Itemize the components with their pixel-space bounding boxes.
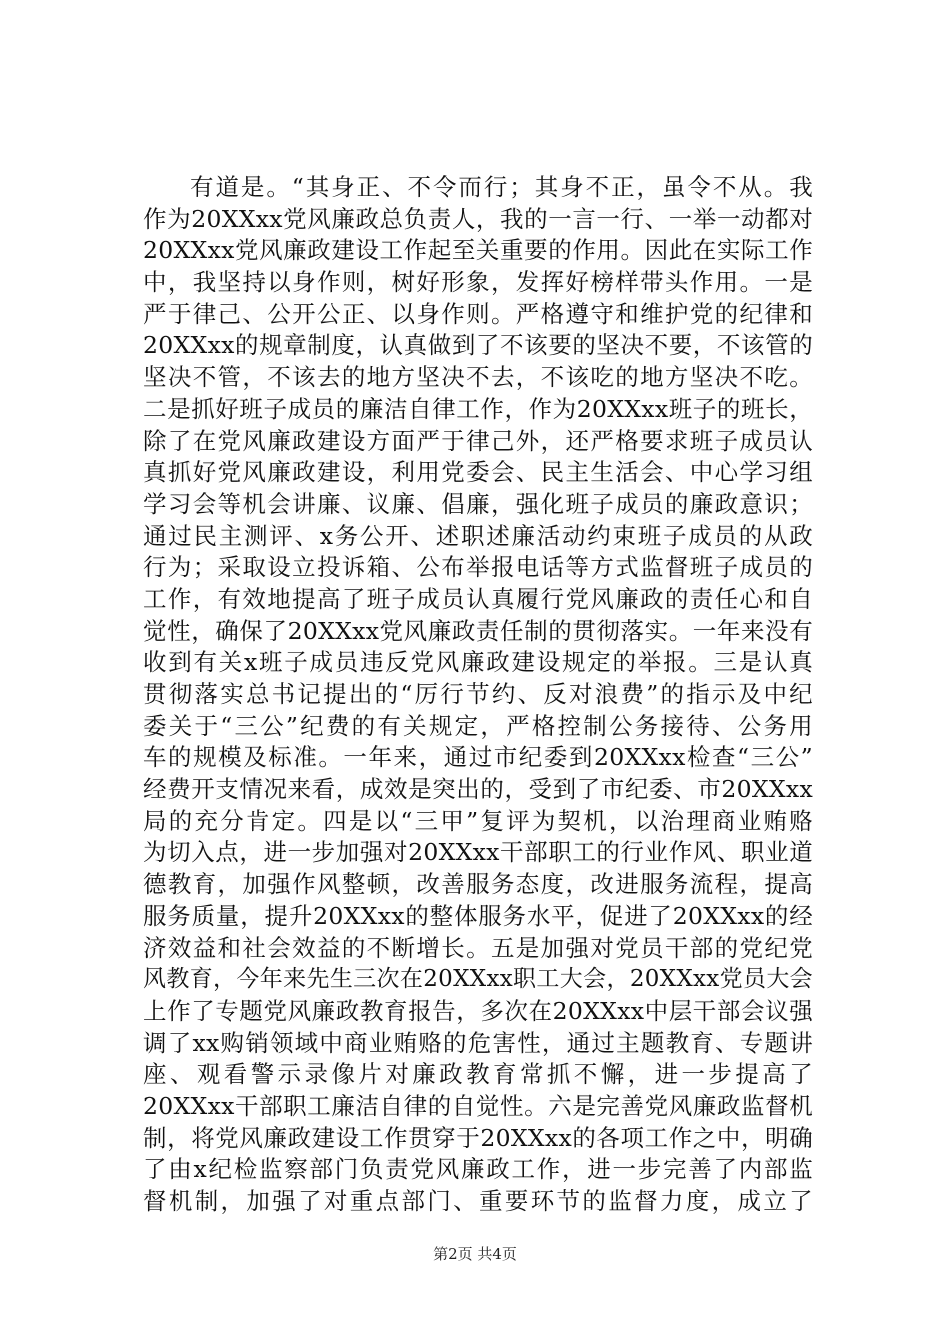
text-line: 工作，有效地提高了班子成员认真履行党风廉政的责任心和自 <box>143 584 813 613</box>
text-line: 觉性，确保了20XXxx党风廉政责任制的贯彻落实。一年来没有 <box>143 616 813 645</box>
text-line: 委关于“三公”纪费的有关规定，严格控制公务接待、公务用 <box>143 711 813 740</box>
text-line: 20XXxx的规章制度，认真做到了不该要的坚决不要，不该管的 <box>143 331 813 360</box>
text-line: 有道是。“其身正、不令而行；其身不正，虽令不从。我 <box>190 173 813 201</box>
text-line: 除了在党风廉政建设方面严于律己外，还严格要求班子成员认 <box>143 426 813 455</box>
text-line: 通过民主测评、x务公开、述职述廉活动约束班子成员的从政 <box>143 521 813 550</box>
text-line: 座、观看警示录像片对廉政教育常抓不懈，进一步提高了 <box>143 1060 813 1089</box>
text-line: 车的规模及标准。一年来，通过市纪委到20XXxx检查“三公” <box>143 743 813 772</box>
text-line: 行为；采取设立投诉箱、公布举报电话等方式监督班子成员的 <box>143 553 813 582</box>
page-footer: 第2页 共4页 <box>433 1245 517 1263</box>
text-line: 经费开支情况来看，成效是突出的，受到了市纪委、市20XXxx <box>143 775 813 804</box>
text-line: 坚决不管，不该去的地方坚决不去，不该吃的地方坚决不吃。 <box>143 363 813 392</box>
text-line: 督机制，加强了对重点部门、重要环节的监督力度，成立了 <box>143 1187 813 1215</box>
text-line: 真抓好党风廉政建设，利用党委会、民主生活会、中心学习组 <box>143 458 813 487</box>
text-line: 服务质量，提升20XXxx的整体服务水平，促进了20XXxx的经 <box>143 901 813 930</box>
text-line: 贯彻落实总书记提出的“厉行节约、反对浪费”的指示及中纪 <box>143 680 813 708</box>
text-line: 中，我坚持以身作则，树好形象，发挥好榜样带头作用。一是 <box>143 268 813 297</box>
text-line: 济效益和社会效益的不断增长。五是加强对党员干部的党纪党 <box>143 933 813 962</box>
text-line: 作为20XXxx党风廉政总负责人，我的一言一行、一举一动都对 <box>143 204 813 233</box>
text-line: 严于律己、公开公正、以身作则。严格遵守和维护党的纪律和 <box>143 299 813 328</box>
text-line: 学习会等机会讲廉、议廉、倡廉，强化班子成员的廉政意识； <box>143 489 813 518</box>
text-line: 风教育，今年来先生三次在20XXxx职工大会，20XXxx党员大会 <box>143 966 813 993</box>
text-line: 德教育，加强作风整顿，改善服务态度，改进服务流程，提高 <box>143 870 813 899</box>
text-line: 收到有关x班子成员违反党风廉政建设规定的举报。三是认真 <box>143 648 813 677</box>
text-line: 二是抓好班子成员的廉洁自律工作，作为20XXxx班子的班长， <box>143 394 813 423</box>
text-line: 制，将党风廉政建设工作贯穿于20XXxx的各项工作之中，明确 <box>143 1123 813 1152</box>
text-line: 局的充分肯定。四是以“三甲”复评为契机，以治理商业贿赂 <box>143 806 813 835</box>
text-line: 上作了专题党风廉政教育报告，多次在20XXxx中层干部会议强 <box>143 996 813 1025</box>
text-line: 20XXxx干部职工廉洁自律的自觉性。六是完善党风廉政监督机 <box>143 1091 813 1120</box>
body-paragraph <box>143 172 813 1218</box>
text-line: 了由x纪检监察部门负责党风廉政工作，进一步完善了内部监 <box>143 1155 813 1184</box>
text-line: 为切入点，进一步加强对20XXxx干部职工的行业作风、职业道 <box>143 838 813 867</box>
text-line: 20XXxx党风廉政建设工作起至关重要的作用。因此在实际工作 <box>143 236 813 265</box>
text-line: 调了xx购销领域中商业贿赂的危害性，通过主题教育、专题讲 <box>143 1028 813 1057</box>
